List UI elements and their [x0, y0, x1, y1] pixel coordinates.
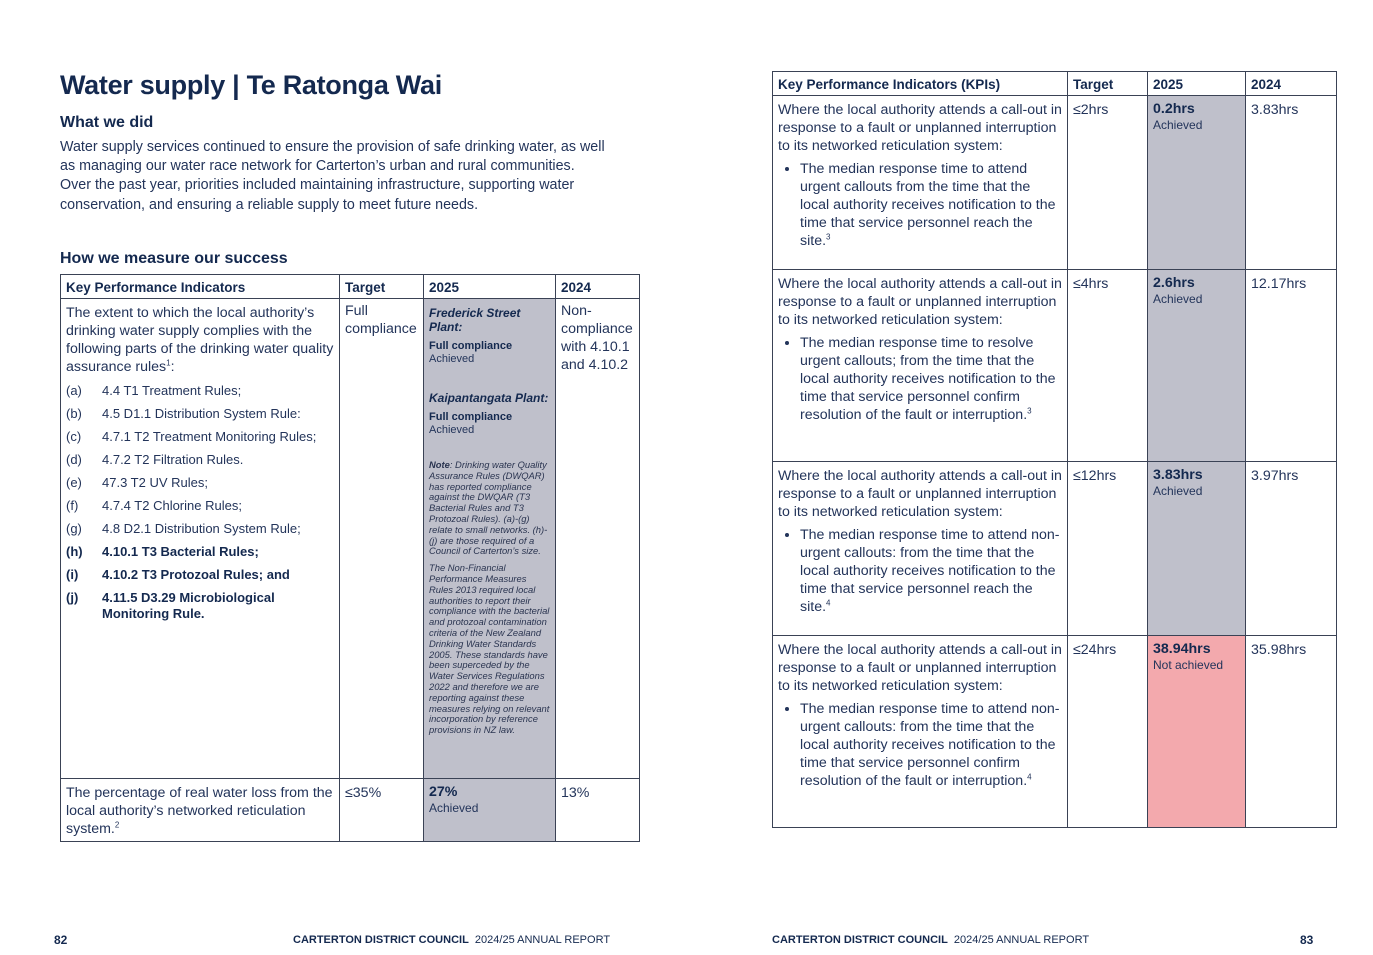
footnote-marker: 3 — [1027, 406, 1032, 416]
rule-item — [66, 567, 334, 583]
result-status: Achieved — [1153, 118, 1203, 132]
result-2025-cell — [424, 299, 556, 779]
rule-letter: (a) — [66, 383, 82, 398]
kpi-bullet-text: The median response time to attend non-urgent callouts: from the time that the local authority receives notification to the time that service personnel confirm resolution of the fault or interruption. — [800, 701, 1060, 789]
rules-list — [66, 383, 334, 622]
measure-heading: How we measure our success — [60, 250, 288, 267]
rule-item — [66, 429, 334, 445]
rule-letter: (g) — [66, 521, 82, 536]
result-2024-cell: Non-compliance with 4.10.1 and 4.10.2 — [556, 299, 640, 779]
footer-right — [772, 934, 1089, 946]
what-we-did-heading: What we did — [60, 114, 154, 131]
kpi-bullet-list — [778, 700, 1062, 790]
rule-text: 4.10.2 T3 Protozoal Rules; and — [102, 567, 290, 582]
target-cell: ≤2hrs — [1068, 96, 1148, 270]
kpi-text: The percentage of real water loss from the local authority’s networked reticulation system. — [66, 785, 333, 837]
plant1-name: Frederick Street Plant: — [429, 306, 521, 334]
result-2025-cell — [1148, 636, 1246, 828]
target-cell: ≤35% — [340, 779, 424, 842]
result-status: Achieved — [1153, 484, 1203, 498]
result-2025-cell — [1148, 462, 1246, 636]
kpi-bullet — [800, 160, 1062, 250]
footer-org: CARTERTON DISTRICT COUNCIL — [293, 934, 469, 946]
result-status: Achieved — [1153, 292, 1203, 306]
header-target: Target — [340, 275, 424, 299]
result-status: Achieved — [429, 801, 479, 815]
table-header-row — [61, 275, 640, 299]
rule-item — [66, 406, 334, 422]
target-cell: ≤24hrs — [1068, 636, 1148, 828]
plant2-name: Kaipantangata Plant: — [429, 391, 549, 405]
page-number-right: 83 — [1300, 933, 1314, 947]
note-label: Note — [429, 459, 450, 470]
footer-left — [293, 934, 610, 946]
result-2025-cell — [1148, 96, 1246, 270]
result-2025-cell — [424, 779, 556, 842]
rule-text: 4.7.2 T2 Filtration Rules. — [102, 452, 244, 467]
rule-text: 4.7.1 T2 Treatment Monitoring Rules; — [102, 429, 317, 444]
target-cell: ≤12hrs — [1068, 462, 1148, 636]
kpi-description — [66, 782, 334, 838]
kpi-bullet — [800, 334, 1062, 424]
rule-letter: (b) — [66, 406, 82, 421]
response-time-kpi-table — [772, 71, 1337, 828]
kpi-bullet-text: The median response time to attend urgent callouts from the time that the local authority receives notification to the time that service personnel reach the site. — [800, 161, 1056, 249]
rule-text: 4.7.4 T2 Chlorine Rules; — [102, 498, 242, 513]
response-time-rows — [773, 96, 1337, 828]
footnote-marker: 4 — [826, 598, 831, 608]
rule-item — [66, 590, 334, 622]
result-2025-cell — [1148, 270, 1246, 462]
kpi-bullet-text: The median response time to attend non-urgent callouts: from the time that the local authority receives notification to the time that service personnel reach the site. — [800, 527, 1060, 615]
result-value: 27% — [429, 784, 458, 800]
kpi-cell — [773, 636, 1068, 828]
header-2024: 2024 — [556, 275, 640, 299]
kpi-cell — [61, 779, 340, 842]
kpi-cell — [773, 270, 1068, 462]
standards-note: The Non-Financial Performance Measures Rules 2013 required local authorities to report their compliance with the bacterial and protozoal contamination criteria of the New Zealand Drinking Water Standards 2005. These standards have been superceded by the Water Services Regulations 2022 and therefore we are reporting against these measures relying on relevant incorporation by reference provisions in NZ law. — [429, 562, 550, 736]
result-status: Not achieved — [1153, 658, 1224, 672]
kpi-description — [66, 302, 334, 376]
footnote-marker: 2 — [114, 820, 120, 830]
table-row — [61, 299, 640, 779]
page-title: Water supply | Te Ratonga Wai — [60, 70, 442, 100]
plant2-result: Full compliance — [429, 411, 513, 423]
compliance-note — [429, 460, 550, 557]
kpi-bullet — [800, 526, 1062, 616]
footer-report: 2024/25 ANNUAL REPORT — [953, 934, 1090, 946]
rule-letter: (f) — [66, 498, 79, 513]
footnote-marker: 4 — [1027, 772, 1032, 782]
result-value: 2.6hrs — [1153, 275, 1195, 291]
page-number-left: 82 — [54, 933, 68, 947]
table-row — [773, 636, 1337, 828]
rule-letter: (j) — [66, 590, 79, 605]
target-cell: Full compliance — [340, 299, 424, 779]
kpi-cell — [773, 96, 1068, 270]
target-cell: ≤4hrs — [1068, 270, 1148, 462]
footnote-marker: 3 — [826, 232, 831, 242]
result-2024-cell: 12.17hrs — [1246, 270, 1337, 462]
rule-text: 47.3 T2 UV Rules; — [102, 475, 208, 490]
water-quality-kpi-table — [60, 274, 640, 842]
rule-text: 4.10.1 T3 Bacterial Rules; — [102, 544, 259, 559]
footer-org: CARTERTON DISTRICT COUNCIL — [772, 934, 948, 946]
result-value: 3.83hrs — [1153, 467, 1203, 483]
result-2024-cell: 13% — [556, 779, 640, 842]
kpi-cell — [773, 462, 1068, 636]
kpi-intro: Where the local authority attends a call-out in response to a fault or unplanned interruption to its networked reticulation system: — [778, 468, 1062, 520]
header-kpi: Key Performance Indicators — [61, 275, 340, 299]
kpi-intro: Where the local authority attends a call-out in response to a fault or unplanned interruption to its networked reticulation system: — [778, 642, 1062, 694]
kpi-bullet-list — [778, 334, 1062, 424]
table-row — [773, 462, 1337, 636]
kpi-bullet-text: The median response time to resolve urgent callouts; from the time that the local authority receives notification to the time that service personnel confirm resolution of the fault or interruption. — [800, 335, 1056, 423]
kpi-bullet — [800, 700, 1062, 790]
header-2025: 2025 — [1148, 72, 1246, 96]
result-2024-cell: 3.97hrs — [1246, 462, 1337, 636]
rule-item — [66, 383, 334, 399]
table-row — [773, 270, 1337, 462]
rule-item — [66, 452, 334, 468]
rule-text: 4.5 D1.1 Distribution System Rule: — [102, 406, 301, 421]
result-2024-cell: 35.98hrs — [1246, 636, 1337, 828]
intro-paragraph: Water supply services continued to ensure the provision of safe drinking water, as well as managing our water race network for Carterton’s urban and rural communities. Over the past year, priorities included maintaining infrastructure, supporting water conservation, and ensuring a reliable supply to meet future needs. — [60, 139, 605, 213]
rule-text: 4.4 T1 Treatment Rules; — [102, 383, 242, 398]
rule-item — [66, 521, 334, 537]
table-row — [773, 96, 1337, 270]
result-2024-cell: 3.83hrs — [1246, 96, 1337, 270]
note-text: : Drinking water Quality Assurance Rules (DWQAR) has reported compliance against the DWQAR (T3 Bacterial Rules and T3 Protozoal Rules). (a)-(g) relate to small networks. (h)-(j) are those required of a Council of Carterton’s size. — [429, 459, 548, 557]
header-2025: 2025 — [424, 275, 556, 299]
header-target: Target — [1068, 72, 1148, 96]
footnote-marker: 1 — [166, 358, 171, 368]
rule-letter: (c) — [66, 429, 82, 444]
plant1-status: Achieved — [429, 353, 475, 365]
rule-item — [66, 475, 334, 491]
result-value: 38.94hrs — [1153, 641, 1211, 657]
footer-report: 2024/25 ANNUAL REPORT — [474, 934, 611, 946]
plant2-status: Achieved — [429, 424, 475, 436]
kpi-cell — [61, 299, 340, 779]
kpi-bullet-list — [778, 160, 1062, 250]
rule-letter: (h) — [66, 544, 83, 559]
kpi-bullet-list — [778, 526, 1062, 616]
table-header-row — [773, 72, 1337, 96]
table-row — [61, 779, 640, 842]
plant1-result: Full compliance — [429, 340, 513, 352]
rule-item — [66, 544, 334, 560]
kpi-text: The extent to which the local authority’s drinking water supply complies with the following parts of the drinking water quality assurance rules — [66, 305, 334, 375]
kpi-intro: Where the local authority attends a call-out in response to a fault or unplanned interruption to its networked reticulation system: — [778, 276, 1062, 328]
header-2024: 2024 — [1246, 72, 1337, 96]
kpi-colon: : — [170, 359, 175, 375]
rule-letter: (d) — [66, 452, 82, 467]
rule-text: 4.11.5 D3.29 Microbiological Monitoring Rule. — [102, 590, 275, 621]
rule-letter: (e) — [66, 475, 82, 490]
header-kpi: Key Performance Indicators (KPIs) — [773, 72, 1068, 96]
rule-letter: (i) — [66, 567, 79, 582]
rule-text: 4.8 D2.1 Distribution System Rule; — [102, 521, 301, 536]
result-value: 0.2hrs — [1153, 101, 1195, 117]
kpi-intro: Where the local authority attends a call-out in response to a fault or unplanned interruption to its networked reticulation system: — [778, 102, 1062, 154]
rule-item — [66, 498, 334, 514]
